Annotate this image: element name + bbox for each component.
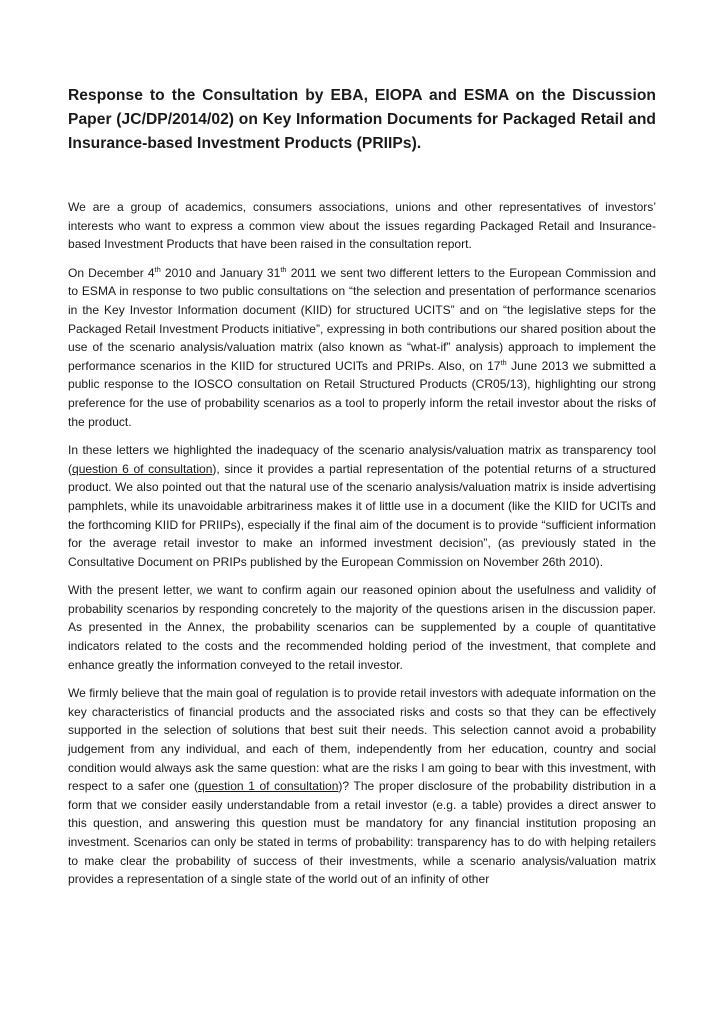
p2-text-b: 2010 and January 31 (160, 265, 281, 280)
question-1-link[interactable]: question 1 of consultation (198, 779, 339, 794)
p2-text-a: On December 4 (68, 265, 155, 280)
document-page (68, 84, 656, 899)
p5-text-a: We firmly believe that the main goal of regulation is to provide retail investors with adequate information on the key characteristics of financial products and the associated risks and costs so that they can be effectively supported in the selection of solutions that best suit their needs. This selection cannot avoid a probability judgement from any individual, and each of them, independently from her education, country and social condition would always ask the same question: what are the risks I am going to bear with this investment, with respect to a safer one ( (68, 686, 656, 794)
p2-sup-2: th (280, 264, 287, 274)
p3-text-b: ), since it provides a partial representation of the potential returns of a structured product. We also pointed out that the natural use of the scenario analysis/valuation matrix is inside advertising pamphlets, while its unavoidable arbitrariness makes it of little use in a document (like the KIID for UCITs and the forthcoming KIID for PRIIPs), especially if the final aim of the document is to provide “sufficient information for the average retail investor to make an informed investment decision”, (as previously stated in the Consultative Document on PRIPs published by the European Commission on November 26th 2010). (68, 461, 656, 569)
p5-text-b: )? The proper disclosure of the probability distribution in a form that we consider easily understandable from a retail investor (e.g. a table) provides a direct answer to this question, and answering this question must be mandatory for any financial institution proposing an investment. Scenarios can only be stated in terms of probability: transparency has to do with helping retailers to make clear the probability of success of their investments, while a scenario analysis/valuation matrix provides a representation of a single state of the world out of an infinity of other (68, 779, 656, 887)
document-title: Response to the Consultation by EBA, EIOPA and ESMA on the Discussion Paper (JC/DP/2014/02) on Key Information Documents for Packaged Retail and Insurance-based Investment Products (PRIIPs). (68, 87, 656, 152)
paragraph-regulation-goal (68, 684, 656, 889)
paragraph-inadequacy (68, 441, 656, 571)
paragraph-intro: We are a group of academics, consumers associations, unions and other representatives of investors’ interests who want to express a common view about the issues regarding Packaged Retail and Insurance-based Investment Products that have been raised in the consultation report. (68, 200, 656, 252)
paragraph-previous-letters (68, 264, 656, 431)
p2-text-c: 2011 we sent two different letters to the European Commission and to ESMA in response to two public consultations on “the selection and presentation of performance scenarios in the Key Investor Information document (KIID) for structured UCITS” and on “the legislative steps for the Packaged Retail Investment Products initiative”, expressing in both contributions our shared position about the use of the scenario analysis/valuation matrix (also known as “what-if” analysis) approach to implement the performance scenarios in the KIID for structured UCITs and PRIPs. Also, on 17 (68, 265, 656, 373)
paragraph-present-letter: With the present letter, we want to confirm again our reasoned opinion about the usefulness and validity of probability scenarios by responding concretely to the majority of the questions arisen in the discussion paper. As presented in the Annex, the probability scenarios can be supplemented by a couple of quantitative indicators related to the costs and the recommended holding period of the investment, that complete and enhance greatly the information conveyed to the retail investor. (68, 583, 656, 672)
question-6-link[interactable]: question 6 of consultation (72, 461, 213, 476)
p2-sup-1: th (154, 264, 161, 274)
p2-text-d: June 2013 we submitted a public response to the IOSCO consultation on Retail Structured Products (CR05/13), highlighting our strong preference for the use of probability scenarios as a tool to properly inform the retail investor about the risks of the product. (68, 358, 656, 429)
p2-sup-3: th (500, 357, 507, 367)
p3-text-a: In these letters we highlighted the inadequacy of the scenario analysis/valuation matrix as transparency tool ( (68, 443, 656, 476)
